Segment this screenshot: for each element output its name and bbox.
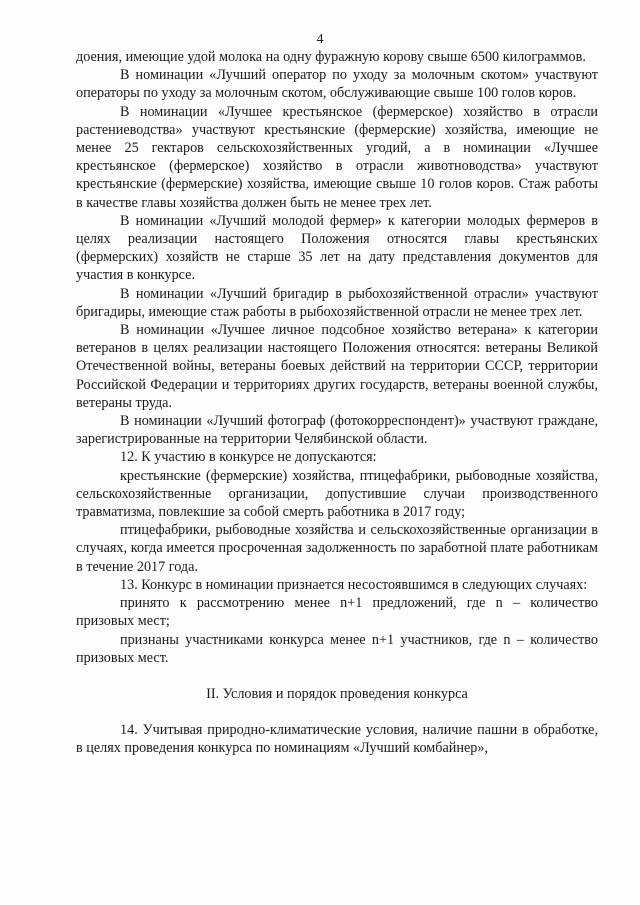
paragraph: 14. Учитывая природно-климатические условия, наличие пашни в обработке, в целях проведения конкурса по номинациям «Лучший комбайнер», [76,722,598,757]
paragraph: В номинации «Лучшее крестьянское (фермерское) хозяйство в отрасли растениеводства» участвуют крестьянские (фермерские) хозяйства, имеющие не менее 25 гектаров сельскохозяйственных угодий, а в номинации «Лучшее крестьянское (фермерское) хозяйство в отрасли животноводства» участвуют крестьянские (фермерские) хозяйства, имеющие свыше 10 голов коров. Стаж работы в качестве главы хозяйства должен быть не менее трех лет. [76,103,598,211]
paragraph: В номинации «Лучший бригадир в рыбохозяйственной отрасли» участвуют бригадиры, имеющие стаж работы в рыбохозяйственной отрасли не менее трех лет. [76,285,598,320]
paragraph: 12. К участию в конкурсе не допускаются: [120,449,377,466]
paragraph: В номинации «Лучший молодой фермер» к категории молодых фермеров в целях реализации настоящего Положения относятся главы крестьянских (фермерских) хозяйств не старше 35 лет на дату представления документов для участия в конкурсе. [76,212,598,284]
paragraph: птицефабрики, рыбоводные хозяйства и сельскохозяйственные организации в случаях, когда имеется просроченная задолженность по заработной плате работникам в течение 2017 года. [76,522,598,575]
paragraph: доения, имеющие удой молока на одну фуражную корову свыше 6500 килограммов. [76,49,586,65]
page-number: 4 [316,32,324,47]
paragraph: В номинации «Лучший оператор по уходу за молочным скотом» участвуют операторы по уходу за молочным скотом, обслуживающие свыше 100 голов коров. [76,67,598,102]
paragraph: В номинации «Лучшее личное подсобное хозяйство ветерана» к категории ветеранов в целях реализации настоящего Положения относятся: ветераны Великой Отечественной войны, ветераны боевых действий на территории СССР, территории Российской Федерации и территориях других государств, ветераны военной службы, ветераны труда. [76,322,598,411]
section-heading: II. Условия и порядок проведения конкурса [206,685,468,702]
document-body [76,48,598,758]
paragraph: признаны участниками конкурса менее n+1 участников, где n – количество призовых мест. [76,631,598,666]
paragraph: крестьянские (фермерские) хозяйства, птицефабрики, рыбоводные хозяйства, сельскохозяйственные организации, допустившие случаи производственного травматизма, повлекшие за собой смерть работника в 2017 году; [76,467,598,521]
paragraph: принято к рассмотрению менее n+1 предложений, где n – количество призовых мест; [76,595,598,630]
paragraph: В номинации «Лучший фотограф (фотокорреспондент)» участвуют граждане, зарегистрированные на территории Челябинской области. [76,413,598,448]
paragraph: 13. Конкурс в номинации признается несостоявшимся в следующих случаях: [120,576,588,593]
